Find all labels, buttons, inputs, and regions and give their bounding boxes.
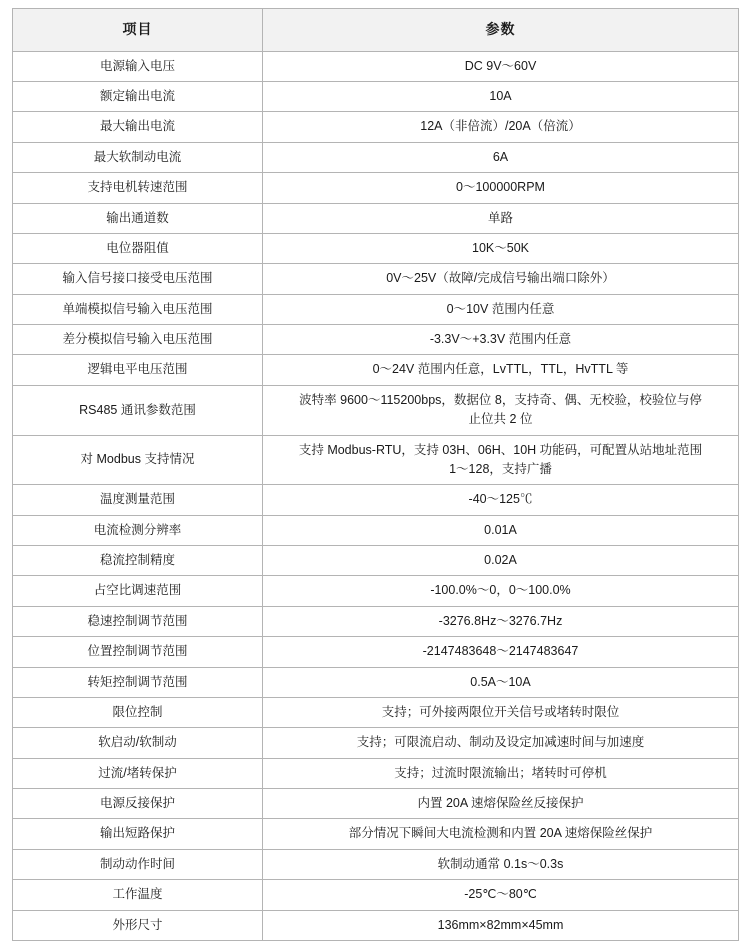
cell-item: 差分模拟信号输入电压范围 (13, 325, 263, 355)
cell-param-text: 支持；可外接两限位开关信号或堵转时限位 (381, 704, 620, 719)
table-row (13, 849, 739, 879)
cell-item: 工作温度 (13, 880, 263, 910)
table-row (13, 576, 739, 606)
table-row (13, 758, 739, 788)
cell-param-text: 0.01A (484, 522, 517, 537)
cell-param-text: 支持 Modbus-RTU，支持 03H、06H、10H 功能码，可配置从站地址范围 1～128，支持广播 (298, 442, 703, 476)
cell-item: 温度测量范围 (13, 485, 263, 515)
cell-param-text: 0.5A～10A (470, 674, 531, 689)
cell-param-text: 12A（非倍流）/20A（倍流） (420, 119, 581, 134)
table-row (13, 233, 739, 263)
table-row (13, 264, 739, 294)
cell-param-text: -3.3V～+3.3V 范围内任意 (429, 332, 572, 347)
table-head (13, 9, 739, 52)
cell-item: 限位控制 (13, 697, 263, 727)
cell-item: 单端模拟信号输入电压范围 (13, 294, 263, 324)
cell-param (263, 637, 739, 667)
table-row (13, 606, 739, 636)
cell-param-text: 10K～50K (472, 240, 529, 255)
column-header-item: 项目 (13, 9, 263, 52)
table-row (13, 435, 739, 485)
cell-param (263, 82, 739, 112)
cell-param (263, 697, 739, 727)
cell-param-text: 支持；可限流启动、制动及设定加减速时间与加速度 (356, 735, 645, 750)
cell-param (263, 485, 739, 515)
table-row (13, 515, 739, 545)
table-row (13, 294, 739, 324)
cell-item: 电位器阻值 (13, 233, 263, 263)
cell-param-text: 0～100000RPM (456, 180, 545, 195)
cell-param (263, 355, 739, 385)
table-row (13, 485, 739, 515)
cell-param-text: 10A (489, 89, 512, 104)
cell-param-text: -25℃～80℃ (464, 887, 537, 902)
cell-param (263, 173, 739, 203)
cell-item: 位置控制调节范围 (13, 637, 263, 667)
cell-param (263, 233, 739, 263)
cell-param-text: 0～10V 范围内任意 (446, 301, 555, 316)
cell-param-text: 6A (492, 149, 509, 164)
cell-param-text: 0.02A (484, 553, 517, 568)
cell-param (263, 515, 739, 545)
table-row (13, 667, 739, 697)
table-row (13, 203, 739, 233)
table-row (13, 112, 739, 142)
table-row (13, 51, 739, 81)
cell-param (263, 758, 739, 788)
cell-param-text: 部分情况下瞬间大电流检测和内置 20A 速熔保险丝保护 (348, 826, 653, 841)
cell-item: 对 Modbus 支持情况 (13, 435, 263, 485)
cell-item: 转矩控制调节范围 (13, 667, 263, 697)
cell-param-text: 软制动通常 0.1s～0.3s (437, 856, 564, 871)
cell-param-text: 支持；过流时限流输出；堵转时可停机 (394, 765, 607, 780)
table-row (13, 173, 739, 203)
cell-item: 支持电机转速范围 (13, 173, 263, 203)
table-row (13, 82, 739, 112)
cell-param-text: 波特率 9600～115200bps，数据位 8，支持奇、偶、无校验，校验位与停止位共 2 位 (299, 392, 702, 427)
cell-item: 稳流控制精度 (13, 546, 263, 576)
cell-param-text: 内置 20A 速熔保险丝反接保护 (417, 796, 584, 811)
cell-item: 最大软制动电流 (13, 142, 263, 172)
table-row (13, 819, 739, 849)
cell-param-text: -40～125℃ (468, 492, 533, 507)
cell-item: 输出通道数 (13, 203, 263, 233)
table-row (13, 910, 739, 940)
cell-param (263, 606, 739, 636)
cell-item: 逻辑电平电压范围 (13, 355, 263, 385)
table-row (13, 142, 739, 172)
cell-param-text: -2147483648～2147483647 (422, 644, 579, 659)
cell-param (263, 264, 739, 294)
table-row (13, 355, 739, 385)
cell-item: 额定输出电流 (13, 82, 263, 112)
cell-param-text: 136mm×82mm×45mm (437, 917, 564, 932)
cell-param (263, 819, 739, 849)
cell-item: RS485 通讯参数范围 (13, 385, 263, 435)
cell-item: 占空比调速范围 (13, 576, 263, 606)
cell-param-text: DC 9V～60V (464, 58, 537, 73)
cell-param-text: 0V～25V（故障/完成信号输出端口除外） (386, 271, 615, 286)
cell-param (263, 112, 739, 142)
table-row (13, 728, 739, 758)
cell-param (263, 435, 739, 485)
specification-table (12, 8, 739, 941)
cell-item: 输入信号接口接受电压范围 (13, 264, 263, 294)
table-header-row (13, 9, 739, 52)
cell-param (263, 667, 739, 697)
cell-param (263, 880, 739, 910)
table-row (13, 697, 739, 727)
cell-param-text: -100.0%～0，0～100.0% (430, 583, 571, 598)
cell-param-text: -3276.8Hz～3276.7Hz (438, 613, 563, 628)
cell-param (263, 576, 739, 606)
cell-param (263, 142, 739, 172)
cell-param-text: 单路 (487, 210, 513, 225)
cell-param (263, 728, 739, 758)
cell-param-text: 0～24V 范围内任意，LvTTL，TTL，HvTTL 等 (372, 362, 629, 377)
cell-param (263, 849, 739, 879)
cell-param (263, 325, 739, 355)
cell-item: 输出短路保护 (13, 819, 263, 849)
cell-item: 最大输出电流 (13, 112, 263, 142)
table-row (13, 789, 739, 819)
cell-param (263, 203, 739, 233)
table-row (13, 325, 739, 355)
cell-item: 电源输入电压 (13, 51, 263, 81)
cell-param (263, 385, 739, 435)
cell-item: 软启动/软制动 (13, 728, 263, 758)
table-row (13, 880, 739, 910)
cell-param (263, 546, 739, 576)
cell-param (263, 789, 739, 819)
cell-item: 制动动作时间 (13, 849, 263, 879)
cell-item: 稳速控制调节范围 (13, 606, 263, 636)
table-body (13, 51, 739, 940)
table-row (13, 637, 739, 667)
table-row (13, 385, 739, 435)
cell-param (263, 51, 739, 81)
cell-item: 过流/堵转保护 (13, 758, 263, 788)
cell-item: 电流检测分辨率 (13, 515, 263, 545)
cell-item: 外形尺寸 (13, 910, 263, 940)
column-header-param: 参数 (263, 9, 739, 52)
cell-param (263, 910, 739, 940)
cell-param (263, 294, 739, 324)
cell-item: 电源反接保护 (13, 789, 263, 819)
table-row (13, 546, 739, 576)
